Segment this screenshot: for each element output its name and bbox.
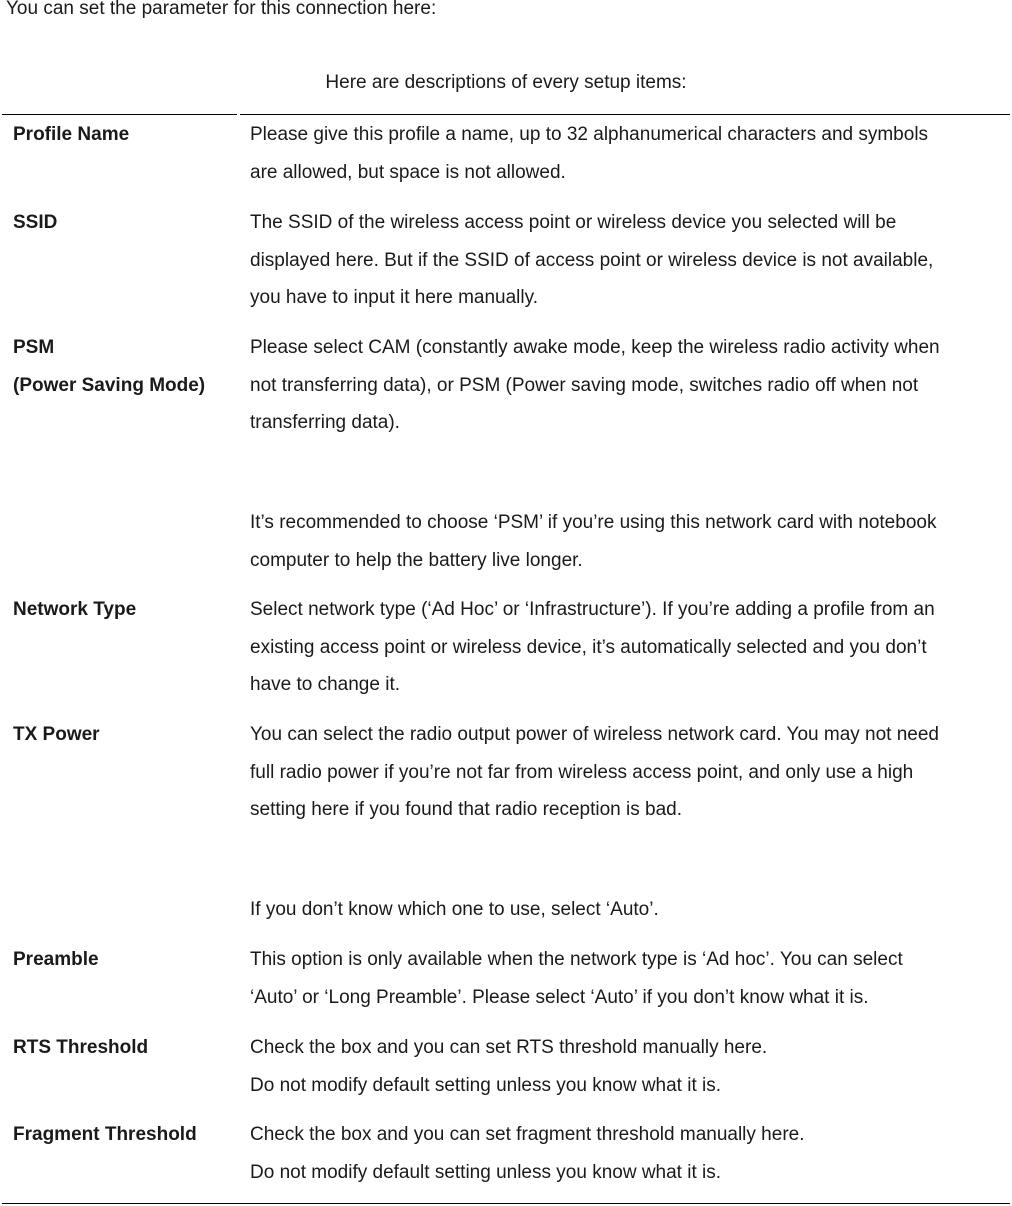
desc-tx-power: You can select the radio output power of wireless network card. You may not need full radio power if you’re not far from wireless access point, and only use a high setting here if you found that radio reception is bad. bbox=[250, 724, 940, 820]
term-tx-power: TX Power bbox=[13, 724, 100, 745]
table-top-rule-right bbox=[240, 114, 1010, 115]
intro-text: You can set the parameter for this connection here: bbox=[6, 0, 437, 19]
term-fragment-threshold: Fragment Threshold bbox=[13, 1124, 197, 1145]
desc-ssid: The SSID of the wireless access point or wireless device you selected will be displayed here. But if the SSID of access point or wireless device is not available, you have to input it here manually. bbox=[250, 212, 934, 308]
term-ssid: SSID bbox=[13, 212, 58, 233]
table-top-rule-left bbox=[2, 114, 237, 115]
note-psm: It’s recommended to choose ‘PSM’ if you’re using this network card with notebook computer to help the battery live longer. bbox=[250, 512, 937, 571]
table-bottom-rule bbox=[2, 1203, 1010, 1204]
desc-preamble: This option is only available when the network type is ‘Ad hoc’. You can select ‘Auto’ or ‘Long Preamble’. Please select ‘Auto’ if you don’t know what it is. bbox=[250, 949, 903, 1008]
term-psm: PSM (Power Saving Mode) bbox=[13, 337, 206, 396]
desc-profile-name: Please give this profile a name, up to 32 alphanumerical characters and symbols are allowed, but space is not allowed. bbox=[250, 124, 929, 183]
note-tx-power: If you don’t know which one to use, select ‘Auto’. bbox=[250, 899, 659, 920]
term-network-type: Network Type bbox=[13, 599, 137, 620]
desc-network-type: Select network type (‘Ad Hoc’ or ‘Infrastructure’). If you’re adding a profile from an existing access point or wireless device, it’s automatically selected and you don’t have to change it. bbox=[250, 599, 935, 695]
desc-rts-threshold: Check the box and you can set RTS threshold manually here. Do not modify default setting unless you know what it is. bbox=[250, 1037, 768, 1096]
desc-fragment-threshold: Check the box and you can set fragment threshold manually here. Do not modify default setting unless you know what it is. bbox=[250, 1124, 805, 1183]
desc-psm: Please select CAM (constantly awake mode, keep the wireless radio activity when not transferring data), or PSM (Power saving mode, switches radio off when not transferring data). bbox=[250, 337, 940, 433]
table-caption: Here are descriptions of every setup items: bbox=[325, 72, 687, 93]
term-profile-name: Profile Name bbox=[13, 124, 130, 145]
term-rts-threshold: RTS Threshold bbox=[13, 1037, 149, 1058]
term-preamble: Preamble bbox=[13, 949, 99, 970]
